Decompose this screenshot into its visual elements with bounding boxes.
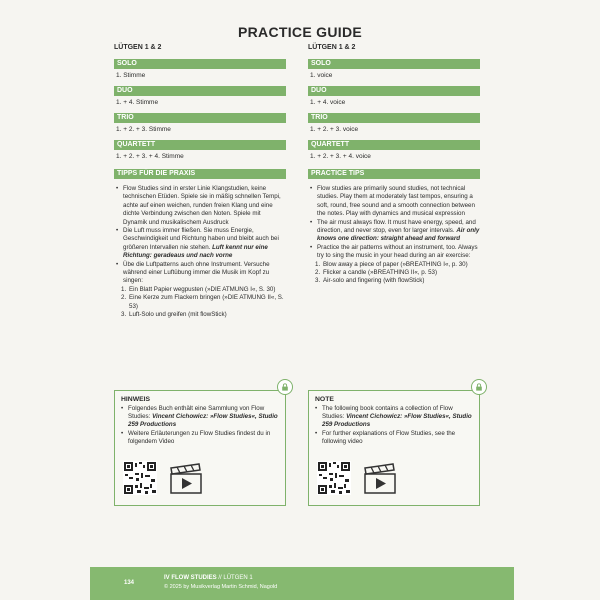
video-clapperboard-icon[interactable] [363, 463, 397, 495]
qr-code-icon[interactable] [123, 461, 157, 495]
section-bar: DUO [308, 86, 480, 96]
right-section-solo [308, 59, 480, 86]
tip-item: • Übe die Luftpatterns auch ohne Instrument. Versuche während einer Luftübung immer die Musik im Kopf zu singen: [116, 261, 286, 286]
note-item: • Weitere Erläuterungen zu Flow Studies findest du in folgendem Video [121, 430, 279, 446]
lock-icon [471, 379, 487, 395]
breadcrumb: IV FLOW STUDIES // LÜTGEN 1 [164, 575, 253, 581]
right-column-heading: LÜTGEN 1 & 2 [308, 44, 356, 51]
right-section-quartett [308, 140, 480, 167]
section-bar: TRIO [114, 113, 286, 123]
left-section-quartett [114, 140, 286, 167]
left-section-solo [114, 59, 286, 86]
step-item: 1. Ein Blatt Papier wegpusten (»DIE ATMUNG I«, S. 30) [121, 286, 286, 294]
left-column [114, 44, 286, 320]
section-bar: SOLO [114, 59, 286, 69]
section-value: 1. voice [310, 72, 333, 79]
tip-item: • Practice the air patterns without an instrument, too. Always try to sing the music in your head during an air exercise: [310, 244, 480, 261]
section-value: 1. + 4. Stimme [116, 99, 159, 106]
section-bar: QUARTETT [308, 140, 480, 150]
box-title: HINWEIS [121, 396, 151, 403]
page-number: 134 [124, 580, 135, 586]
left-section-trio [114, 113, 286, 140]
step-item: 1. Blow away a piece of paper (»BREATHING I«, p. 30) [315, 261, 480, 269]
video-clapperboard-icon[interactable] [169, 463, 203, 495]
copyright: © 2025 by Musikverlag Martin Schmid, Nagold [164, 584, 278, 590]
tip-item: • Die Luft muss immer fließen. Sie muss Energie, Geschwindigkeit und Richtung haben und bleibt auch bei größeren Intervallen nie stehen. Luft kennt nur eine Richtung: geradeaus und nach vorne [116, 227, 286, 261]
note-item: • Folgendes Buch enthält eine Sammlung von Flow Studies: Vincent Cichowicz: »Flow Studies«, Studio 259 Productions [121, 405, 279, 430]
section-value: 1. Stimme [116, 72, 146, 79]
section-bar: QUARTETT [114, 140, 286, 150]
section-bar: TRIO [308, 113, 480, 123]
step-item: 3. Luft-Solo und greifen (mit flowStick) [121, 311, 286, 319]
section-value: 1. + 2. + 3. + 4. voice [310, 153, 371, 160]
tips-bar: TIPPS FÜR DIE PRAXIS [114, 169, 286, 179]
tip-item: • Flow Studies sind in erster Linie Klangstudien, keine technischen Etüden. Spiele sie in mäßig schnellen Tempi, achte auf einen weichen, runden freien Klang und eine dichte Verbindung zwischen den Noten. Spiele mit Dynamik und musikalischem Ausdruck [116, 185, 286, 227]
tips-list [114, 185, 286, 320]
tip-item: • The air must always flow. It must have energy, speed, and direction, and never stop, even for larger intervals. Air only knows one direction: straight ahead and forward [310, 219, 480, 244]
box-title: NOTE [315, 396, 334, 403]
tip-item: • Flow studies are primarily sound studies, not technical studies. Play them at moderately fast tempos, ensuring a soft, round, free sound and a smooth connection between the notes. Play with dynamics and musical expression [310, 185, 480, 219]
note-item: • The following book contains a collection of Flow Studies: Vincent Cichowicz: »Flow Studies«, Studio 259 Productions [315, 405, 473, 430]
section-value: 1. + 2. + 3. voice [310, 126, 359, 133]
left-column-heading: LÜTGEN 1 & 2 [114, 44, 162, 51]
left-section-duo [114, 86, 286, 113]
section-bar: SOLO [308, 59, 480, 69]
qr-code-icon[interactable] [317, 461, 351, 495]
footer-band [90, 567, 514, 600]
section-value: 1. + 4. voice [310, 99, 346, 106]
note-box [308, 390, 480, 506]
step-item: 2. Eine Kerze zum Flackern bringen (»DIE ATMUNG II«, S. 53) [121, 294, 286, 311]
step-item: 2. Flicker a candle (»BREATHING II«, p. 53) [315, 269, 480, 277]
tips-list [308, 185, 480, 286]
section-value: 1. + 2. + 3. + 4. Stimme [116, 153, 184, 160]
page-title: PRACTICE GUIDE [238, 24, 362, 40]
tips-bar: PRACTICE TIPS [308, 169, 480, 179]
right-section-trio [308, 113, 480, 140]
step-item: 3. Air-solo and fingering (with flowStick) [315, 277, 480, 285]
hinweis-box [114, 390, 286, 506]
section-bar: DUO [114, 86, 286, 96]
right-section-duo [308, 86, 480, 113]
right-column [308, 44, 480, 286]
lock-icon [277, 379, 293, 395]
note-item: • For further explanations of Flow Studies, see the following video [315, 430, 473, 446]
section-value: 1. + 2. + 3. Stimme [116, 126, 171, 133]
